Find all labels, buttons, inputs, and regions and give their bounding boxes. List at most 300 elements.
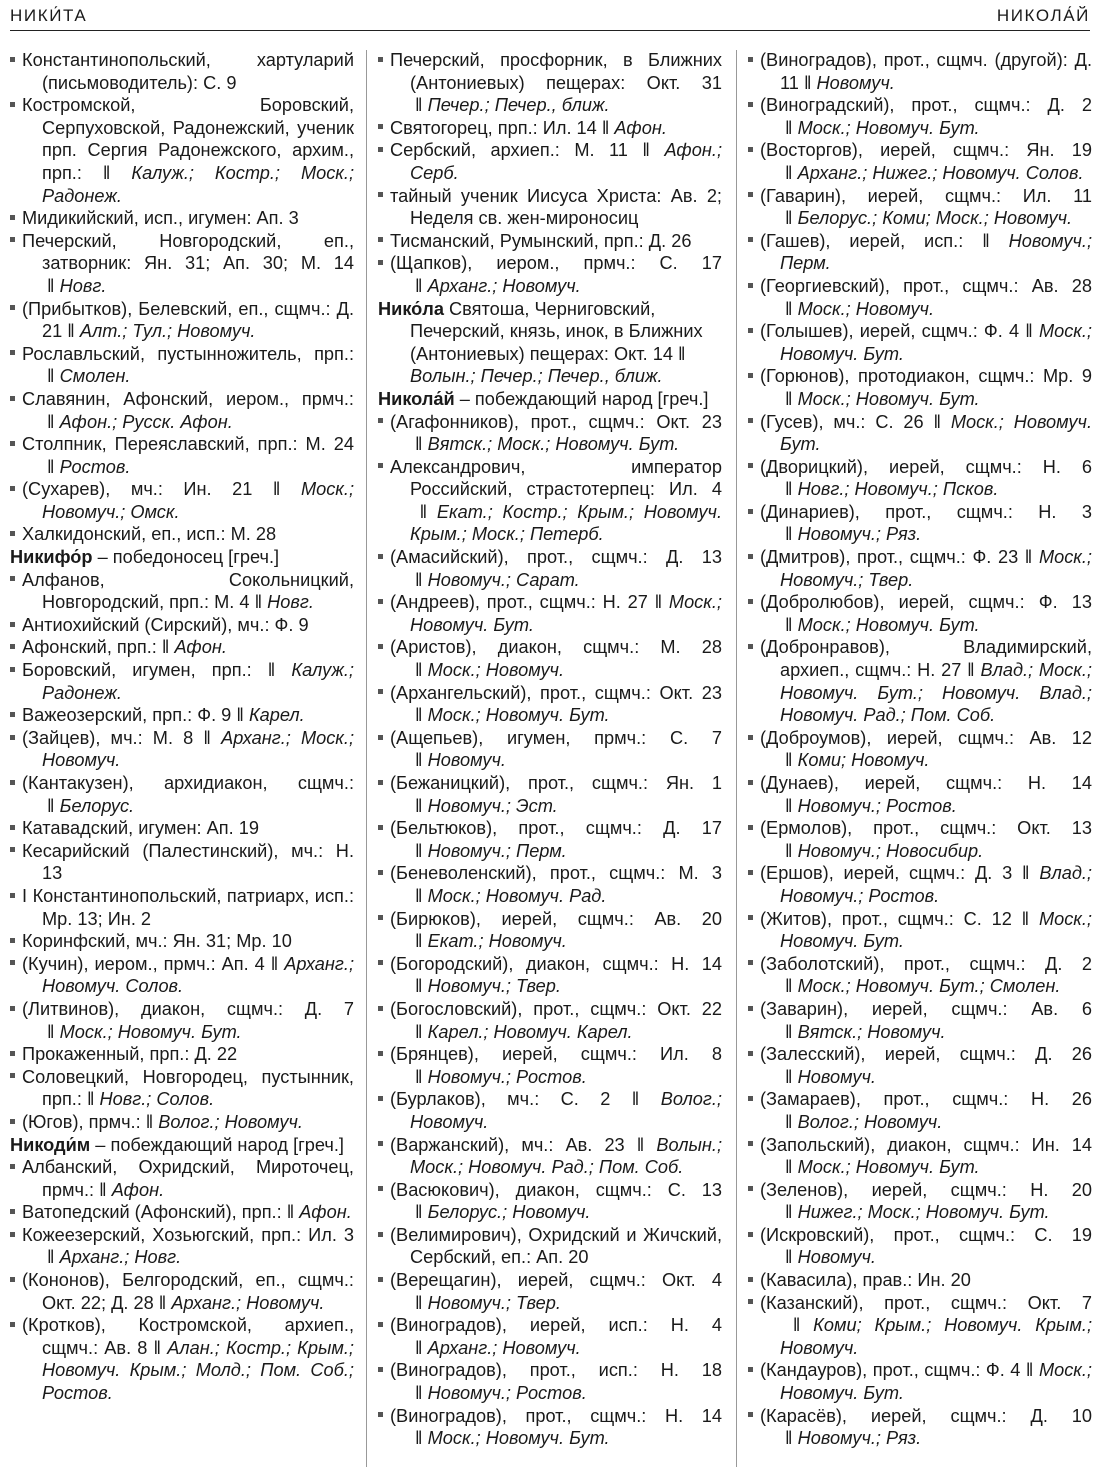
bullet-square-icon (10, 735, 15, 740)
list-item: (Зеленов), иерей, сщмч.: Н. 20 ‖ Нижег.; Моск.; Новомуч. Бут. (748, 1179, 1092, 1224)
list-item: Соловецкий, Новгородец, пустынник, прп.: ‖ Новг.; Солов. (10, 1066, 354, 1111)
bullet-square-icon (10, 57, 15, 62)
list-item: (Бурлаков), мч.: С. 2 ‖ Волог.; Новомуч. (378, 1088, 722, 1133)
entry-text: (Ермолов), прот., сщмч.: Окт. 13 (760, 818, 1092, 839)
entry-regions: Екат.; Костр.; Крым.; Новомуч. Крым.; Моск.; Петерб. (410, 501, 722, 545)
list-item: (Андреев), прот., сщмч.: Н. 27 ‖ Моск.; Новомуч. Бут. (378, 591, 722, 636)
entry-text: Рославльский, пустынножитель, прп.: (22, 343, 354, 364)
bullet-square-icon (378, 147, 383, 152)
bullet-square-icon (10, 1232, 15, 1237)
bullet-square-icon (748, 599, 753, 604)
entry-text: (Залесский), иерей, сщмч.: Д. 26 (760, 1044, 1092, 1065)
list-item: (Георгиевский), прот., сщмч.: Ав. 28 ‖ Моск.; Новомуч. (748, 275, 1092, 320)
entry-regions: Моск.; Новомуч. (427, 660, 565, 681)
list-item: (Дунаев), иерей, сщмч.: Н. 14 ‖ Новомуч.; Ростов. (748, 772, 1092, 817)
entry-text: (Замараев), прот., сщмч.: Н. 26 (760, 1089, 1092, 1110)
list-item: Боровский, игумен, прп.: ‖ Калуж.; Радонеж. (10, 659, 354, 704)
entry-text: (Велимирович), Охридский и Жичский, Сербский, еп.: Ап. 20 (390, 1224, 722, 1268)
entry-regions: Моск.; Новомуч. Бут. (427, 705, 610, 726)
list-item: (Карасёв), иерей, сщмч.: Д. 10 ‖ Новомуч.; Ряз. (748, 1405, 1092, 1450)
bullet-square-icon (378, 1096, 383, 1101)
bullet-square-icon (378, 644, 383, 649)
list-item: (Добролюбов), иерей, сщмч.: Ф. 13 ‖ Моск.; Новомуч. Бут. (748, 591, 1092, 636)
entry-text: (Агафонников), прот., сщмч.: Окт. 23 (390, 411, 722, 432)
entry-text: (Кононов), Белгородский, еп., сщмч.: Окт. 22; Д. 28 (22, 1270, 354, 1313)
entry-regions: Влад.; Моск.; Новомуч. Бут.; Новомуч. Влад.; Новомуч. Рад.; Пом. Соб. (780, 660, 1092, 726)
list-item: (Бежаницкий), прот., сщмч.: Ян. 1 ‖ Новомуч.; Эст. (378, 772, 722, 817)
entry-text: Печерский, Новгородский, еп., затворник: Ян. 31; Ап. 30; М. 14 (22, 230, 354, 274)
entry-regions: Моск.; Новомуч. Бут. (797, 614, 980, 635)
list-item: Костромской, Боровский, Серпуховской, Радонежский, ученик прп. Сергия Радонежского, архим., прп.: ‖ Калуж.; Костр.; Моск.; Радонеж. (10, 94, 354, 207)
entry-text: Боровский, игумен, прп.: (22, 660, 252, 681)
list-item (10, 523, 354, 546)
list-item: (Добронравов), Владимирский, архиеп., сщмч.: Н. 27 ‖ Влад.; Моск.; Новомуч. Бут.; Новомуч. Влад.; Новомуч. Рад.; Пом. Соб. (748, 636, 1092, 726)
entry-regions: Коми; Новомуч. (797, 750, 930, 771)
entry-text: (Гаварин), иерей, сщмч.: Ил. 11 (760, 185, 1092, 206)
list-item: Рославльский, пустынножитель, прп.: ‖ Смолен. (10, 343, 354, 388)
bullet-square-icon (748, 283, 753, 288)
entry-text: (Казанский), прот., сщмч.: Окт. 7 (760, 1292, 1092, 1313)
entry-regions: Калуж.; Костр.; Моск.; Радонеж. (42, 162, 354, 206)
list-item: (Кантакузен), архидиакон, сщмч.: ‖ Белорус. (10, 772, 354, 817)
bullet-square-icon (10, 215, 15, 220)
bullet-square-icon (10, 1006, 15, 1011)
entry-regions: Новомуч. (816, 72, 895, 93)
entry-regions: Печер.; Печер., ближ. (427, 95, 610, 116)
entry-regions: Карел.; Новомуч. Карел. (427, 1021, 633, 1042)
bullet-square-icon (378, 554, 383, 559)
list-item: (Зайцев), мч.: М. 8 ‖ Арханг.; Моск.; Новомуч. (10, 727, 354, 772)
entry-text: (Зеленов), иерей, сщмч.: Н. 20 (760, 1179, 1092, 1200)
bullet-square-icon (10, 825, 15, 830)
entry-text: (Гусев), мч.: С. 26 (760, 411, 924, 432)
entry-text: (Богословский), прот., сщмч.: Окт. 22 (390, 998, 722, 1019)
bullet-square-icon (748, 57, 753, 62)
entry-text: Костромской, Боровский, Серпуховской, Радонежский, ученик прп. Сергия Радонежского, архим., прп.: (22, 95, 354, 183)
bullet-square-icon (378, 237, 383, 242)
list-item (10, 1043, 354, 1066)
list-item: Ватопедский (Афонский), прп.: ‖ Афон. (10, 1201, 354, 1224)
entry-text: тайный ученик Иисуса Христа: Ав. 2; Неделя св. жен-мироносиц (390, 185, 722, 229)
list-item: (Гаварин), иерей, сщмч.: Ил. 11 ‖ Белорус.; Коми; Моск.; Новомуч. (748, 185, 1092, 230)
entry-regions: Моск.; Новомуч. Рад. (427, 885, 607, 906)
bullet-square-icon (10, 441, 15, 446)
entry-regions: Новомуч.; Ростов. (427, 1066, 587, 1087)
bullet-square-icon (10, 1119, 15, 1124)
entry-regions: Новомуч. (797, 1247, 876, 1268)
entry-text: Константинопольский, хартуларий (письмоводитель): С. 9 (22, 50, 354, 93)
bullet-square-icon (748, 509, 753, 514)
entry-text: (Варжанский), мч.: Ав. 23 (390, 1134, 625, 1155)
entry-text: Важеозерский, прп.: Ф. 9 (22, 705, 232, 726)
entry-regions: Екат.; Новомуч. (427, 931, 567, 952)
entry-regions: Афон. (111, 1179, 165, 1200)
list-item: (Амасийский), прот., сщмч.: Д. 13 ‖ Новомуч.; Сарат. (378, 546, 722, 591)
entry-text: (Зайцев), мч.: М. 8 (22, 727, 194, 748)
entry-text: I Константинопольский, патриарх, исп.: Мр. 13; Ин. 2 (22, 885, 354, 929)
entry-regions: Новомуч.; Твер. (427, 1292, 561, 1313)
entry-text: (Добронравов), Владимирский, архиеп., сщмч.: Н. 27 (760, 637, 1092, 681)
bullet-square-icon (378, 1006, 383, 1011)
entry-regions: Моск.; Новомуч. Бут. (797, 1157, 980, 1178)
list-item: Печерский, Новгородский, еп., затворник: Ян. 31; Ап. 30; М. 14 ‖ Новг. (10, 230, 354, 298)
entry-regions: Новг. (59, 275, 107, 296)
entry-regions: Волын.; Печер.; Печер., ближ. (410, 366, 663, 387)
entry-regions: Афон.; Серб. (410, 140, 722, 183)
entry-regions: Смолен. (59, 366, 131, 387)
list-item: (Дворицкий), иерей, сщмч.: Н. 6 ‖ Новг.; Новомуч.; Псков. (748, 456, 1092, 501)
entry-regions: Моск.; Новомуч.; Омск. (42, 479, 355, 522)
bullet-square-icon (10, 960, 15, 965)
list-item: Столпник, Переяславский, прп.: М. 24 ‖ Ростов. (10, 433, 354, 478)
bullet-square-icon (378, 418, 383, 423)
entry-text: (Доброумов), иерей, сщмч.: Ав. 12 (760, 727, 1092, 748)
headword-entry: Нико́ла Святоша, Черниговский, Печерский, князь, инок, в Ближних (Антониевых) пещерах: Окт. 14 ‖ Волын.; Печер.; Печер., ближ. (378, 298, 703, 387)
entry-regions: Моск.; Новомуч. Бут. (427, 1428, 610, 1449)
entry-text: (Запольский), диакон, сщмч.: Ин. 14 (760, 1134, 1092, 1155)
list-item: (Кононов), Белгородский, еп., сщмч.: Окт. 22; Д. 28 ‖ Арханг.; Новомуч. (10, 1269, 354, 1314)
list-item: (Виноградов), прот., сщмч. (другой): Д. 11 ‖ Новомуч. (748, 49, 1092, 94)
list-item: (Кротков), Костромской, архиеп., сщмч.: Ав. 8 ‖ Алан.; Костр.; Крым.; Новомуч. Крым.; Молд.; Пом. Соб.; Ростов. (10, 1314, 354, 1404)
headword-name: Нико́ла (378, 298, 444, 319)
entry-text: Тисманский, Румынский, прп.: Д. 26 (390, 230, 692, 251)
list-item: (Доброумов), иерей, сщмч.: Ав. 12 ‖ Коми; Новомуч. (748, 727, 1092, 772)
entry-text: (Беневоленский), прот., сщмч.: М. 3 (390, 863, 722, 884)
list-item: (Аристов), диакон, сщмч.: М. 28 ‖ Моск.; Новомуч. (378, 636, 722, 681)
list-item: (Прибытков), Белевский, еп., сщмч.: Д. 21 ‖ Алт.; Тул.; Новомуч. (10, 298, 354, 343)
entry-text: Албанский, Охридский, Мироточец, прмч.: (22, 1157, 354, 1200)
column-2 (378, 49, 722, 1450)
bullet-square-icon (748, 735, 753, 740)
entry-regions: Волын.; Моск.; Новомуч. Рад.; Пом. Соб. (410, 1134, 723, 1178)
entry-text: Халкидонский, еп., исп.: М. 28 (22, 524, 277, 545)
bullet-square-icon (748, 192, 753, 197)
entry-text: (Бирюков), иерей, сщмч.: Ав. 20 (390, 908, 722, 929)
entry-regions: Новомуч.; Новосибир. (797, 840, 984, 861)
list-item: (Югов), прмч.: ‖ Волог.; Новомуч. (10, 1111, 354, 1134)
bullet-square-icon (10, 622, 15, 627)
bullet-square-icon (378, 57, 383, 62)
entry-regions: Новомуч.; Перм. (780, 230, 1092, 274)
bullet-square-icon (10, 938, 15, 943)
list-item: (Горюнов), протодиакон, сщмч.: Мр. 9 ‖ Моск.; Новомуч. Бут. (748, 365, 1092, 410)
bullet-square-icon (748, 1412, 753, 1417)
list-item: (Житов), прот., сщмч.: С. 12 ‖ Моск.; Новомуч. Бут. (748, 908, 1092, 953)
entry-text: (Виноградов), прот., сщмч. (другой): Д. 11 (760, 50, 1092, 93)
entry-text: Катавадский, игумен: Ап. 19 (22, 818, 259, 839)
column-1 (10, 49, 354, 1405)
entry-text: (Прибытков), Белевский, еп., сщмч.: Д. 21 (22, 298, 354, 342)
list-item: (Казанский), прот., сщмч.: Окт. 7 ‖ Коми; Крым.; Новомуч. Крым.; Новомуч. (748, 1292, 1092, 1360)
entry-text: (Дунаев), иерей, сщмч.: Н. 14 (760, 773, 1092, 793)
bullet-square-icon (748, 915, 753, 920)
entry-text: Антиохийский (Сирский), мч.: Ф. 9 (22, 614, 309, 635)
list-item: (Замараев), прот., сщмч.: Н. 26 ‖ Волог.; Новомуч. (748, 1088, 1092, 1133)
bullet-square-icon (10, 712, 15, 717)
bullet-square-icon (378, 192, 383, 197)
entry-regions: Алан.; Костр.; Крым.; Новомуч. Крым.; Молд.; Пом. Соб.; Ростов. (42, 1337, 354, 1404)
entry-text: (Аристов), диакон, сщмч.: М. 28 (390, 637, 722, 658)
bullet-square-icon (10, 1164, 15, 1169)
list-item (10, 840, 354, 885)
bullet-square-icon (378, 260, 383, 265)
headword-gloss: – победоносец [греч.] (97, 547, 280, 568)
list-item: (Заварин), иерей, сщмч.: Ав. 6 ‖ Вятск.; Новомуч. (748, 998, 1092, 1043)
headword-entry (10, 1134, 354, 1157)
entry-text: (Кучин), иером., прмч.: Ап. 4 (22, 953, 265, 974)
entry-regions: Арханг.; Новг. (59, 1247, 182, 1268)
list-item: (Виноградов), иерей, исп.: Н. 4 ‖ Арханг.; Новомуч. (378, 1314, 722, 1359)
entry-regions: Новомуч.; Эст. (427, 795, 558, 816)
entry-regions: Новомуч.; Сарат. (427, 569, 580, 590)
list-item: (Заболотский), прот., сщмч.: Д. 2 ‖ Моск.; Новомуч. Бут.; Смолен. (748, 953, 1092, 998)
bullet-square-icon (748, 1096, 753, 1101)
entry-text: (Бельтюков), прот., сщмч.: Д. 17 (390, 818, 722, 839)
entry-text: (Верещагин), иерей, сщмч.: Окт. 4 (390, 1270, 722, 1291)
entry-regions: Волог.; Новомуч. (797, 1111, 943, 1132)
list-item: (Верещагин), иерей, сщмч.: Окт. 4 ‖ Новомуч.; Твер. (378, 1269, 722, 1314)
entry-text: (Амасийский), прот., сщмч.: Д. 13 (390, 547, 722, 568)
entry-text: (Югов), прмч.: (22, 1111, 141, 1132)
entry-text: (Горюнов), протодиакон, сщмч.: Мр. 9 (760, 366, 1092, 387)
entry-regions: Влад.; Новомуч.; Ростов. (780, 863, 1092, 906)
entry-regions: Новомуч.; Ряз. (797, 1428, 922, 1449)
bullet-square-icon (10, 1277, 15, 1282)
list-item: (Виноградов), прот., сщмч.: Н. 14 ‖ Моск.; Новомуч. Бут. (378, 1405, 722, 1450)
bullet-square-icon (378, 960, 383, 965)
entry-text: (Ащепьев), игумен, прмч.: С. 7 (390, 727, 722, 748)
entry-regions: Моск.; Новомуч. Бут. (797, 117, 980, 138)
entry-regions: Арханг.; Новомуч. Солов. (42, 953, 354, 997)
entry-text: (Сухарев), мч.: Ин. 21 (22, 479, 253, 500)
bullet-square-icon (748, 237, 753, 242)
entry-regions: Моск.; Новомуч. Бут. (797, 388, 980, 409)
bullet-square-icon (10, 1209, 15, 1214)
entry-text: (Бежаницкий), прот., сщмч.: Ян. 1 (390, 773, 722, 793)
entry-regions: Моск.; Новомуч. Бут.; Смолен. (797, 976, 1061, 997)
bullet-square-icon (10, 305, 15, 310)
entry-text: (Литвинов), диакон, сщмч.: Д. 7 (22, 998, 354, 1019)
entry-regions: Коми; Крым.; Новомуч. Крым.; Новомуч. (780, 1315, 1092, 1358)
column-3 (748, 49, 1092, 1450)
entry-regions: Белорус.; Новомуч. (427, 1202, 591, 1223)
bullet-square-icon (748, 1186, 753, 1191)
entry-regions: Арханг.; Новомуч. (427, 275, 581, 296)
entry-regions: Белорус. (59, 795, 135, 816)
entry-text: (Кротков), Костромской, архиеп., сщмч.: Ав. 8 (22, 1315, 354, 1358)
running-head (10, 4, 1090, 31)
bullet-square-icon (748, 1006, 753, 1011)
list-item: (Ащепьев), игумен, прмч.: С. 7 ‖ Новомуч. (378, 727, 722, 772)
list-item: (Искровский), прот., сщмч.: С. 19 ‖ Новомуч. (748, 1224, 1092, 1269)
list-item (378, 230, 722, 253)
bullet-square-icon (378, 1277, 383, 1282)
list-item: (Васюкович), диакон, сщмч.: С. 13 ‖ Белорус.; Новомуч. (378, 1179, 722, 1224)
list-item: (Голышев), иерей, сщмч.: Ф. 4 ‖ Моск.; Новомуч. Бут. (748, 320, 1092, 365)
entry-text: (Кандауров), прот., сщмч.: Ф. 4 (760, 1360, 1021, 1381)
entry-regions: Новг. (267, 592, 314, 613)
entry-regions: Арханг.; Нижег.; Новомуч. Солов. (797, 162, 1084, 183)
list-item: (Кучин), иером., прмч.: Ап. 4 ‖ Арханг.; Новомуч. Солов. (10, 953, 354, 998)
entry-text: (Васюкович), диакон, сщмч.: С. 13 (390, 1179, 722, 1200)
list-item: Печерский, просфорник, в Ближних (Антониевых) пещерах: Окт. 31 ‖ Печер.; Печер., ближ. (378, 49, 722, 117)
entry-regions: Новомуч. (427, 750, 506, 771)
entry-regions: Моск.; Новомуч. Бут. (780, 1360, 1092, 1404)
bullet-square-icon (378, 915, 383, 920)
list-item (10, 885, 354, 930)
entry-regions: Новомуч.; Ростов. (797, 795, 957, 816)
list-item (10, 49, 354, 94)
bullet-square-icon (10, 102, 15, 107)
entry-text: (Дворицкий), иерей, сщмч.: Н. 6 (760, 456, 1092, 477)
entry-text: (Голышев), иерей, сщмч.: Ф. 4 (760, 321, 1020, 342)
headword-name: Никоди́м (10, 1134, 91, 1155)
entry-text: (Виноградов), прот., сщмч.: Н. 14 (390, 1405, 722, 1426)
bullet-square-icon (378, 1141, 383, 1146)
entry-text: (Богородский), диакон, сщмч.: Н. 14 (390, 953, 722, 974)
list-item: (Агафонников), прот., сщмч.: Окт. 23 ‖ Вятск.; Моск.; Новомуч. Бут. (378, 411, 722, 456)
entry-text: (Заболотский), прот., сщмч.: Д. 2 (760, 953, 1092, 974)
entry-text: Прокаженный, прп.: Д. 22 (22, 1044, 238, 1065)
bullet-square-icon (10, 350, 15, 355)
list-item: (Виноградский), прот., сщмч.: Д. 2 ‖ Моск.; Новомуч. Бут. (748, 94, 1092, 139)
bullet-square-icon (748, 960, 753, 965)
list-item: (Литвинов), диакон, сщмч.: Д. 7 ‖ Моск.; Новомуч. Бут. (10, 998, 354, 1043)
entry-text: (Архангельский), прот., сщмч.: Окт. 23 (390, 682, 722, 703)
entry-regions: Ростов. (59, 456, 131, 477)
bullet-square-icon (378, 1232, 383, 1237)
entry-regions: Карел. (248, 705, 305, 726)
headword-name: Никола́й (378, 388, 455, 409)
entry-regions: Афон. (614, 117, 667, 138)
list-item: (Щапков), иером., прмч.: С. 17 ‖ Арханг.; Новомуч. (378, 252, 722, 297)
entry-text: (Добролюбов), иерей, сщмч.: Ф. 13 (760, 592, 1092, 613)
entry-regions: Моск.; Новомуч.; Твер. (780, 547, 1092, 590)
entry-text: (Брянцев), иерей, сщмч.: Ил. 8 (390, 1044, 722, 1065)
list-item: (Сухарев), мч.: Ин. 21 ‖ Моск.; Новомуч.; Омск. (10, 478, 354, 523)
bullet-square-icon (748, 554, 753, 559)
bullet-square-icon (378, 1367, 383, 1372)
bullet-square-icon (378, 599, 383, 604)
bullet-square-icon (10, 1051, 15, 1056)
running-head-left: НИКИ́ТА (10, 6, 88, 25)
entry-regions: Арханг.; Новомуч. (171, 1292, 325, 1313)
bullet-square-icon (748, 1141, 753, 1146)
entry-regions: Волог.; Новомуч. (410, 1089, 722, 1132)
entry-text: (Карасёв), иерей, сщмч.: Д. 10 (760, 1405, 1092, 1426)
entry-text: Печерский, просфорник, в Ближних (Антониевых) пещерах: Окт. 31 (390, 50, 722, 93)
bullet-square-icon (378, 689, 383, 694)
entry-regions: Калуж.; Радонеж. (42, 660, 354, 703)
entry-regions: Белорус.; Коми; Моск.; Новомуч. (797, 208, 1073, 229)
entry-text: (Кавасила), прав.: Ин. 20 (760, 1270, 971, 1291)
list-item (10, 207, 354, 230)
entry-text: (Гашев), иерей, исп.: (760, 230, 964, 251)
bullet-square-icon (748, 825, 753, 830)
entry-regions: Новомуч.; Перм. (427, 840, 567, 861)
entry-regions: Афон.; Русск. Афон. (59, 411, 233, 432)
entry-text: (Виноградов), прот., исп.: Н. 18 (390, 1360, 722, 1381)
list-item (378, 185, 722, 230)
entry-text: (Динариев), прот., сщмч.: Н. 3 (760, 501, 1092, 522)
entry-text: Мидикийский, исп., игумен: Ап. 3 (22, 208, 299, 229)
bullet-square-icon (748, 1232, 753, 1237)
bullet-square-icon (378, 735, 383, 740)
bullet-square-icon (378, 1412, 383, 1417)
list-item (748, 1269, 1092, 1292)
bullet-square-icon (10, 644, 15, 649)
list-item: (Ершов), иерей, сщмч.: Д. 3 ‖ Влад.; Новомуч.; Ростов. (748, 862, 1092, 907)
entry-regions: Новомуч.; Ряз. (797, 524, 922, 545)
list-item: (Восторгов), иерей, сщмч.: Ян. 19 ‖ Арханг.; Нижег.; Новомуч. Солов. (748, 139, 1092, 184)
entry-regions: Алт.; Тул.; Новомуч. (79, 321, 256, 342)
bullet-square-icon (378, 463, 383, 468)
entry-regions: Моск.; Новомуч. Бут. (780, 321, 1092, 364)
bullet-square-icon (748, 1367, 753, 1372)
entry-text: (Искровский), прот., сщмч.: С. 19 (760, 1224, 1092, 1245)
list-item (10, 817, 354, 840)
entry-text: Афонский, прп.: (22, 637, 157, 658)
entry-text: Коринфский, мч.: Ян. 31; Мр. 10 (22, 931, 292, 952)
bullet-square-icon (378, 1322, 383, 1327)
entry-regions: Афон. (174, 637, 227, 658)
entry-text: (Дмитров), прот., сщмч.: Ф. 23 (760, 547, 1019, 568)
list-item: (Кандауров), прот., сщмч.: Ф. 4 ‖ Моск.; Новомуч. Бут. (748, 1359, 1092, 1404)
list-item: (Гашев), иерей, исп.: ‖ Новомуч.; Перм. (748, 230, 1092, 275)
entry-regions: Новомуч. (797, 1066, 876, 1087)
list-item: Александрович, император Российский, страстотерпец: Ил. 4 ‖ Екат.; Костр.; Крым.; Новомуч. Крым.; Моск.; Петерб. (378, 456, 722, 546)
list-item: (Бирюков), иерей, сщмч.: Ав. 20 ‖ Екат.; Новомуч. (378, 908, 722, 953)
entry-text: Кесарийский (Палестинский), мч.: Н. 13 (22, 840, 354, 884)
entry-text: Сербский, архиеп.: М. 11 (390, 140, 628, 161)
entry-text: Кожеезерский, Хозьюгский, прп.: Ил. 3 (22, 1224, 354, 1245)
entry-text: (Кантакузен), архидиакон, сщмч.: (22, 773, 354, 793)
list-item: Важеозерский, прп.: Ф. 9 ‖ Карел. (10, 704, 354, 727)
entry-text: Столпник, Переяславский, прп.: М. 24 (22, 434, 354, 455)
entry-regions: Моск.; Новомуч. Бут. (780, 411, 1092, 455)
entry-regions: Новг.; Солов. (99, 1089, 215, 1110)
entry-text: Алфанов, Сокольницкий, Новгородский, прп.: М. 4 (22, 569, 354, 613)
list-item: (Архангельский), прот., сщмч.: Окт. 23 ‖ Моск.; Новомуч. Бут. (378, 682, 722, 727)
list-item: Святогорец, прп.: Ил. 14 ‖ Афон. (378, 117, 722, 140)
bullet-square-icon (378, 825, 383, 830)
entry-text: Ватопедский (Афонский), прп.: (22, 1202, 282, 1223)
list-item: Афонский, прп.: ‖ Афон. (10, 636, 354, 659)
bullet-square-icon (748, 1277, 753, 1282)
running-head-right: НИКОЛА́Й (996, 6, 1090, 25)
list-item: (Беневоленский), прот., сщмч.: М. 3 ‖ Моск.; Новомуч. Рад. (378, 862, 722, 907)
entry-regions: Арханг.; Новомуч. (427, 1337, 581, 1358)
entry-regions: Вятск.; Моск.; Новомуч. Бут. (427, 434, 680, 455)
entry-text: (Андреев), прот., сщмч.: Н. 27 (390, 592, 648, 613)
bullet-square-icon (10, 667, 15, 672)
list-item: Албанский, Охридский, Мироточец, прмч.: ‖ Афон. (10, 1156, 354, 1201)
entry-text: Соловецкий, Новгородец, пустынник, прп.: (22, 1066, 354, 1110)
list-item: (Варжанский), мч.: Ав. 23 ‖ Волын.; Моск.; Новомуч. Рад.; Пом. Соб. (378, 1134, 722, 1179)
bullet-square-icon (748, 1051, 753, 1056)
entry-text: (Ершов), иерей, сщмч.: Д. 3 (760, 863, 1013, 884)
list-item: (Дмитров), прот., сщмч.: Ф. 23 ‖ Моск.; Новомуч.; Твер. (748, 546, 1092, 591)
list-item (10, 930, 354, 953)
bullet-square-icon (10, 847, 15, 852)
list-item: (Богородский), диакон, сщмч.: Н. 14 ‖ Новомуч.; Твер. (378, 953, 722, 998)
bullet-square-icon (748, 644, 753, 649)
entry-text: (Георгиевский), прот., сщмч.: Ав. 28 (760, 275, 1092, 296)
bullet-square-icon (378, 870, 383, 875)
headword-name: Никифо́р (10, 547, 93, 568)
list-item: (Залесский), иерей, сщмч.: Д. 26 ‖ Новомуч. (748, 1043, 1092, 1088)
entry-text: (Виноградский), прот., сщмч.: Д. 2 (760, 95, 1092, 116)
